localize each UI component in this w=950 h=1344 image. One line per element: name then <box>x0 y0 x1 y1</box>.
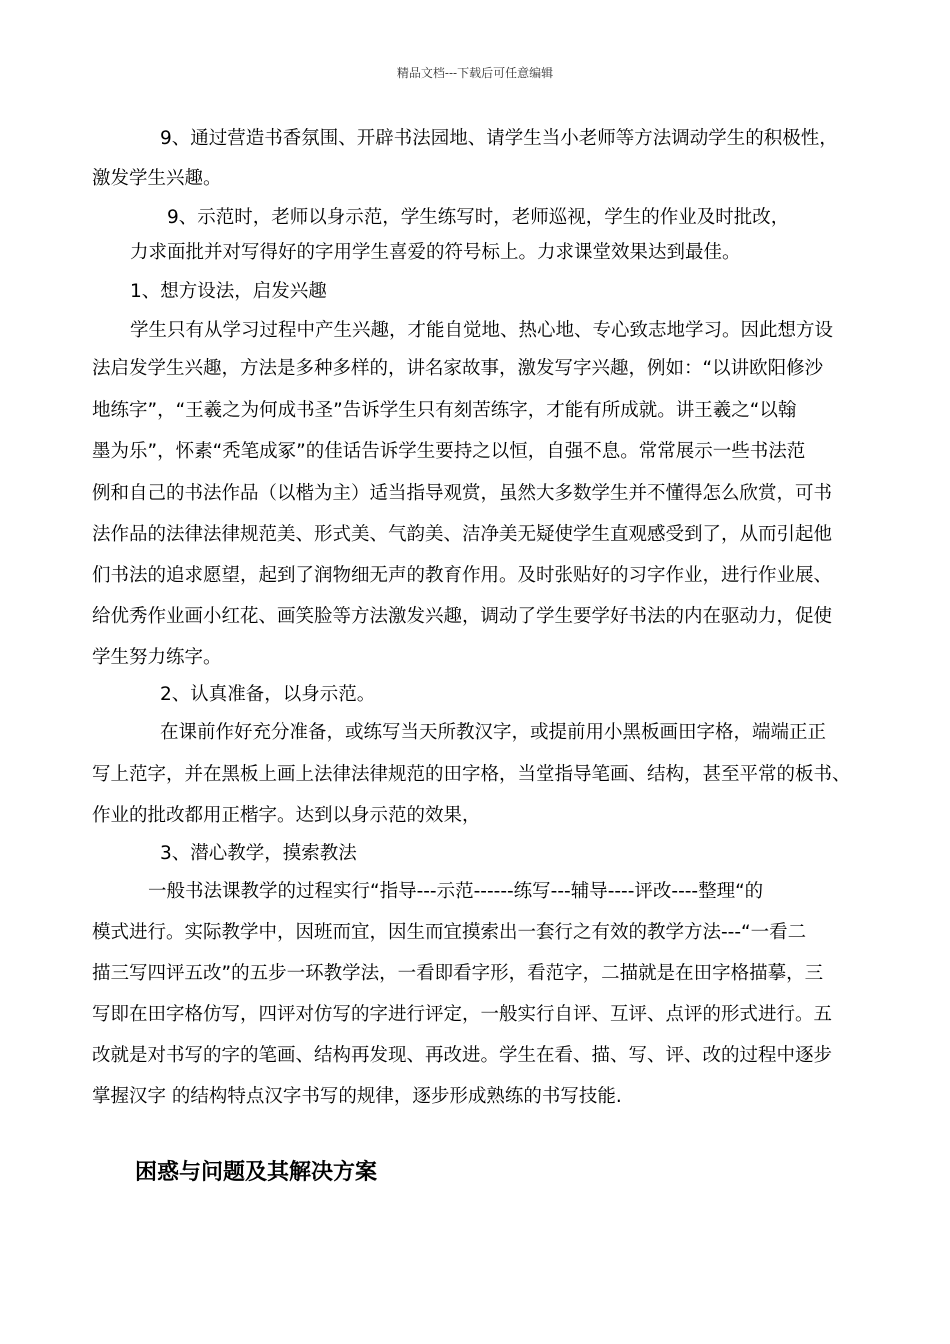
text-line: 法作品的法律法律规范美、形式美、气韵美、洁净美无疑使学生直观感受到了，从而引起他 <box>92 524 833 545</box>
text-line: 一般书法课教学的过程实行“指导---示范------练写---辅导----评改----整理“的 <box>148 881 764 902</box>
text-line: 掌握汉字 的结构特点汉字书写的规律，逐步形成熟练的书写技能. <box>92 1086 622 1107</box>
text-line: 描三写四评五改”的五步一环教学法，一看即看字形，看范字，二描就是在田字格描摹，三 <box>92 963 824 984</box>
text-line: 墨为乐”，怀素“秃笔成冢”的佳话告诉学生要持之以恒，自强不息。常常展示一些书法范 <box>92 441 806 462</box>
text-line: 例和自己的书法作品（以楷为主）适当指导观赏，虽然大多数学生并不懂得怎么欣赏，可书 <box>92 483 833 504</box>
text-line: 学生只有从学习过程中产生兴趣，才能自觉地、热心地、专心致志地学习。因此想方设 <box>130 320 834 341</box>
text-line: 9、通过营造书香氛围、开辟书法园地、请学生当小老师等方法调动学生的积极性， <box>160 128 838 149</box>
text-line: 学生努力练字。 <box>92 647 222 668</box>
text-line: 们书法的追求愿望，起到了润物细无声的教育作用。及时张贴好的习字作业，进行作业展、 <box>92 565 833 586</box>
text-line: 在课前作好充分准备，或练写当天所教汉字，或提前用小黑板画田字格，端端正正 <box>160 722 827 743</box>
text-line: 地练字”，“王羲之为何成书圣”告诉学生只有刻苦练字，才能有所成就。讲王羲之“以翰 <box>92 400 797 421</box>
text-line: 写即在田字格仿写，四评对仿写的字进行评定，一般实行自评、互评、点评的形式进行。五 <box>92 1004 833 1025</box>
page-header: 精品文档---下载后可任意编辑 <box>396 66 554 80</box>
text-line: 3、潜心教学，摸索教法 <box>160 843 357 864</box>
text-line: 给优秀作业画小红花、画笑脸等方法激发兴趣，调动了学生要学好书法的内在驱动力，促使 <box>92 606 833 627</box>
text-line: 激发学生兴趣。 <box>92 168 222 189</box>
text-line: 模式进行。实际教学中，因班而宜，因生而宜摸索出一套行之有效的教学方法---“一看二 <box>92 922 807 943</box>
text-line: 9、示范时，老师以身示范，学生练写时，老师巡视，学生的作业及时批改， <box>167 207 790 228</box>
text-line: 改就是对书写的字的笔画、结构再发现、再改进。学生在看、描、写、评、改的过程中逐步 <box>92 1045 833 1066</box>
text-line: 写上范字，并在黑板上画上法律法律规范的田字格，当堂指导笔画、结构，甚至平常的板书、 <box>92 764 851 785</box>
text-line: 作业的批改都用正楷字。达到以身示范的效果， <box>92 805 481 826</box>
text-line: 法启发学生兴趣，方法是多种多样的，讲名家故事，激发写字兴趣，例如：“以讲欧阳修沙 <box>92 358 824 379</box>
text-line: 力求面批并对写得好的字用学生喜爱的符号标上。力求课堂效果达到最佳。 <box>130 242 741 263</box>
text-line: 1、想方设法，启发兴趣 <box>130 281 327 302</box>
text-line: 2、认真准备，以身示范。 <box>160 684 376 705</box>
section-heading: 困惑与问题及其解决方案 <box>135 1160 378 1185</box>
